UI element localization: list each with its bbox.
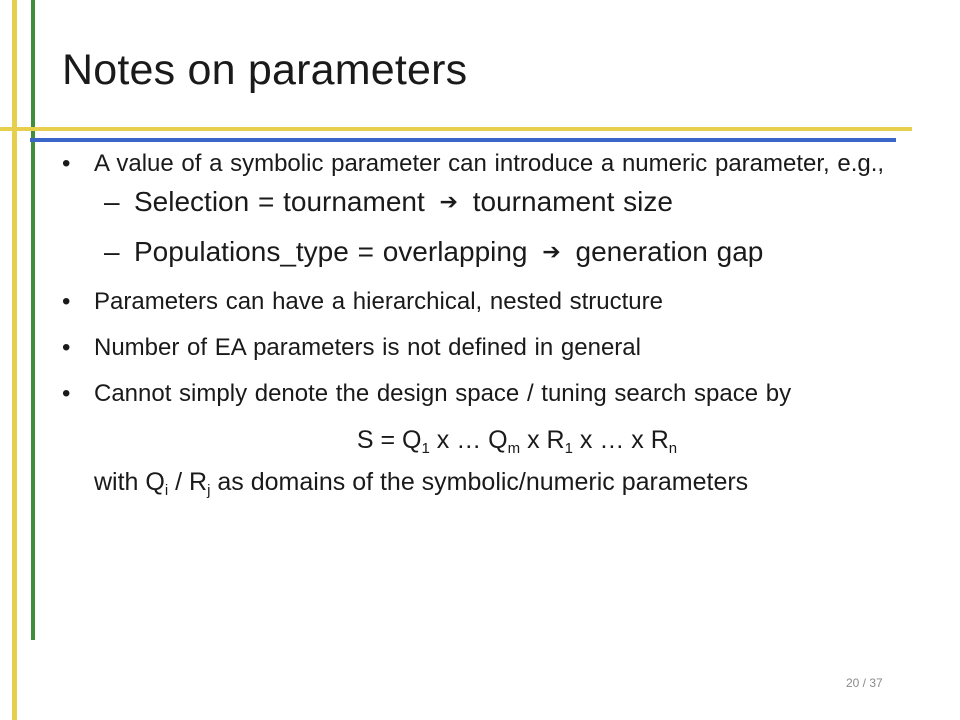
slide-title: Notes on parameters [62,46,468,94]
formula-subscript: m [507,440,521,457]
sub-bullet-item [62,184,942,222]
arrow-right-icon: ➔ [439,189,458,214]
explanation-part: as domains of the symbolic/numeric parameters [210,468,749,496]
vertical-yellow-rule [12,0,17,720]
explanation-subscript: j [207,482,211,499]
sub-bullet-right: tournament size [472,186,673,217]
formula-subscript: 1 [564,440,573,457]
bullet-text: A value of a symbolic parameter can introduce a numeric parameter, e.g., [94,150,885,177]
sub-bullet-left: Populations_type = overlapping [134,236,528,267]
horizontal-yellow-rule [0,127,912,131]
formula-part: x … Q [429,426,508,454]
formula-part: x R [520,426,565,454]
bullet-item [62,332,942,364]
bullet-icon: • [62,334,71,361]
page-number: 20 / 37 [846,676,883,690]
bullet-text: Number of EA parameters is not defined in general [94,334,641,361]
arrow-right-icon: ➔ [542,239,561,264]
sub-bullet-item [62,234,942,272]
bullet-item [62,286,942,318]
dash-icon: – [104,236,120,267]
slide-body [62,148,942,498]
bullet-item [62,148,942,180]
sub-bullet-right: generation gap [575,236,764,267]
bullet-item [62,378,942,410]
formula-subscript: n [668,440,678,457]
explanation-part: / R [168,468,208,496]
vertical-green-rule [31,0,35,640]
formula-part: x … x R [572,426,669,454]
formula-part: S = Q [356,426,422,454]
bullet-text: Cannot simply denote the design space / tuning search space by [94,380,792,407]
formula-subscript: 1 [421,440,430,457]
bullet-icon: • [62,150,71,177]
sub-bullet-left: Selection = tournament [134,186,425,217]
explanation-subscript: i [164,482,169,499]
dash-icon: – [104,186,120,217]
search-space-formula [62,424,942,456]
bullet-text: Parameters can have a hierarchical, nested structure [94,288,663,315]
explanation-part: with Q [94,468,165,496]
bullet-icon: • [62,380,71,407]
horizontal-blue-rule [30,138,896,142]
bullet-icon: • [62,288,71,315]
domains-explanation [62,466,942,498]
